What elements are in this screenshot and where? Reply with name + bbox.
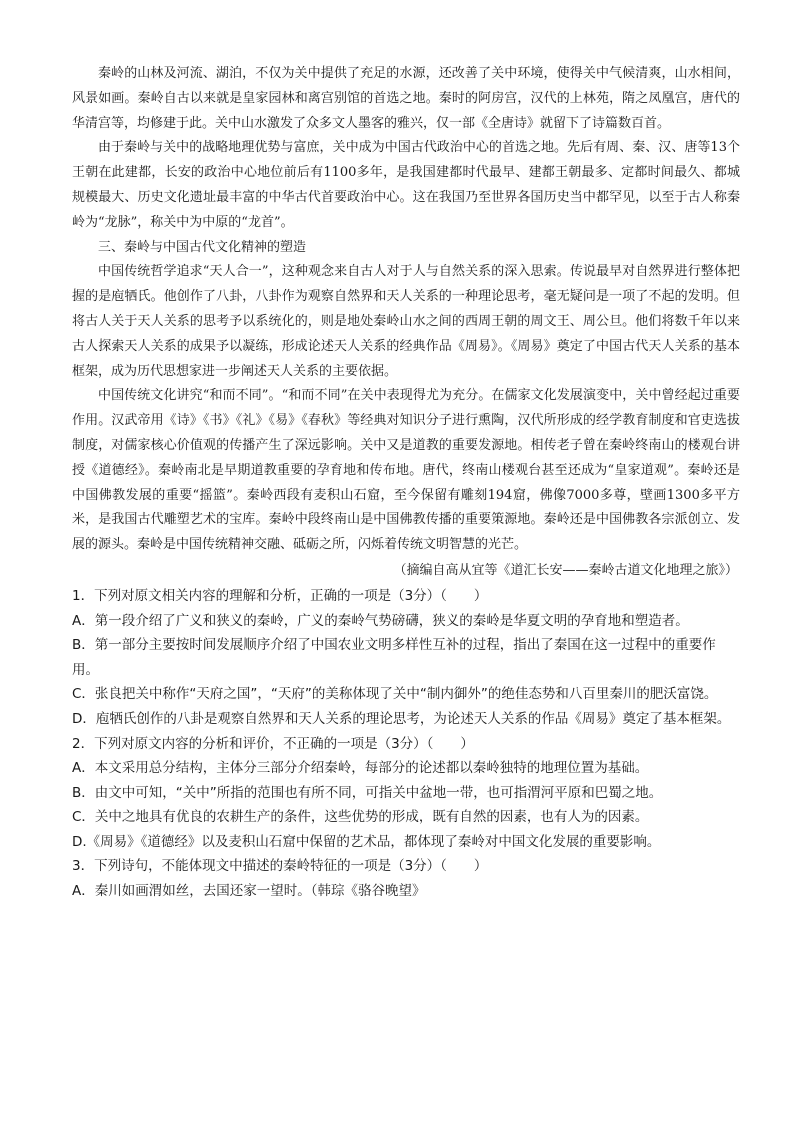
passage-paragraph: 中国传统文化讲究“和而不同”。“和而不同”在关中表现得尤为充分。在儒家文化发展演变中，关中曾经起过重要作用。汉武帝用《诗》《书》《礼》《易》《春秋》等经典对知识分子进行熏陶，汉代所形成的经学教育制度和官吏选拔制度，对儒家核心价值观的传播产生了深远影响。关中又是道教的重要发源地。相传老子曾在秦岭终南山的楼观台讲授《道德经》。秦岭南北是早期道教重要的孕育地和传布地。唐代，终南山楼观台甚至还成为“皇家道观”。秦岭还是中国佛教发展的重要“摇篮”。秦岭西段有麦积山石窟，至今保留有雕刻194窟，佛像7000多尊，壁画1300多平方米，是我国古代雕塑艺术的宝库。秦岭中段终南山是中国佛教传播的重要策源地。秦岭还是中国佛教各宗派创立、发展的源头。秦岭是中国传统精神交融、砥砺之所，闪烁着传统文明智慧的光芒。: [72, 388, 740, 553]
option-a: A．本文采用总分结构，主体分三部分介绍秦岭，每部分的论述都以秦岭独特的地理位置为基础。: [72, 760, 649, 777]
question-stem: 3．下列诗句，不能体现文中描述的秦岭特征的一项是（3分）（ ）: [72, 858, 488, 875]
questions: [72, 584, 740, 904]
passage-paragraph: 秦岭的山林及河流、湖泊，不仅为关中提供了充足的水源，还改善了关中环境，使得关中气候清爽，山水相间，风景如画。秦岭自古以来就是皇家园林和离宫别馆的首选之地。秦时的阿房宫，汉代的上林苑，隋之凤凰宫，唐代的华清宫等，均修建于此。关中山水激发了众多文人墨客的雅兴，仅一部《全唐诗》就留下了诗篇数百首。: [72, 66, 740, 131]
option-b: B．第一部分主要按时间发展顺序介绍了中国农业文明多样性互补的过程，指出了秦国在这一过程中的重要作用。: [72, 637, 716, 678]
option-d: D．庖牺氏创作的八卦是观察自然界和天人关系的理论思考，为论述天人关系的作品《周易》奠定了基本框架。: [72, 710, 731, 727]
option-c: C．张良把关中称作“天府之国”，“天府”的美称体现了关中“制内御外”的绝佳态势和八百里秦川的肥沃富饶。: [72, 686, 718, 703]
passage: [72, 62, 740, 584]
question-stem: 1．下列对原文相关内容的理解和分析，正确的一项是（3分）（ ）: [72, 587, 488, 604]
option-a: A．第一段介绍了广义和狭义的秦岭，广义的秦岭气势磅礴，狭义的秦岭是华夏文明的孕育地和塑造者。: [72, 612, 689, 629]
option-a: A．秦川如画渭如丝，去国还家一望时。（韩琮《骆谷晚望》: [72, 883, 426, 900]
document-page: [72, 62, 740, 904]
option-c: C．关中之地具有优良的农耕生产的条件，这些优势的形成，既有自然的因素，也有人为的因素。: [72, 809, 649, 826]
section-heading: 三、秦岭与中国古代文化精神的塑造: [98, 239, 307, 255]
option-b: B．由文中可知，“关中”所指的范围也有所不同，可指关中盆地一带，也可指渭河平原和巴蜀之地。: [72, 784, 663, 801]
source-citation: （摘编自高从宜等《道汇长安——秦岭古道文化地理之旅》）: [393, 562, 738, 578]
option-d: D.《周易》《道德经》以及麦积山石窟中保留的艺术品，都体现了秦岭对中国文化发展的重要影响。: [72, 833, 661, 850]
passage-paragraph: 中国传统哲学追求“天人合一”，这种观念来自古人对于人与自然关系的深入思索。传说最早对自然界进行整体把握的是庖牺氏。他创作了八卦，八卦作为观察自然界和天人关系的一种理论思考，毫无疑问是一项了不起的发明。但将古人关于天人关系的思考予以系统化的，则是地处秦岭山水之间的西周王朝的周文王、周公旦。他们将数千年以来古人探索天人关系的成果予以凝练，形成论述天人关系的经典作品《周易》。《周易》奠定了中国古代天人关系的基本框架，成为历代思想家进一步阐述天人关系的主要依据。: [72, 264, 740, 379]
question-stem: 2．下列对原文内容的分析和评价，不正确的一项是（3分）（ ）: [72, 735, 474, 752]
passage-paragraph: 由于秦岭与关中的战略地理优势与富庶，关中成为中国古代政治中心的首选之地。先后有周、秦、汉、唐等13个王朝在此建都，长安的政治中心地位前后有1100多年，是我国建都时代最早、建都王朝最多、定都时间最久、都城规模最大、历史文化遗址最丰富的中华古代首要政治中心。这在我国乃至世界各国历史当中都罕见，以至于古人称秦岭为“龙脉”，称关中为中原的“龙首”。: [72, 140, 740, 230]
